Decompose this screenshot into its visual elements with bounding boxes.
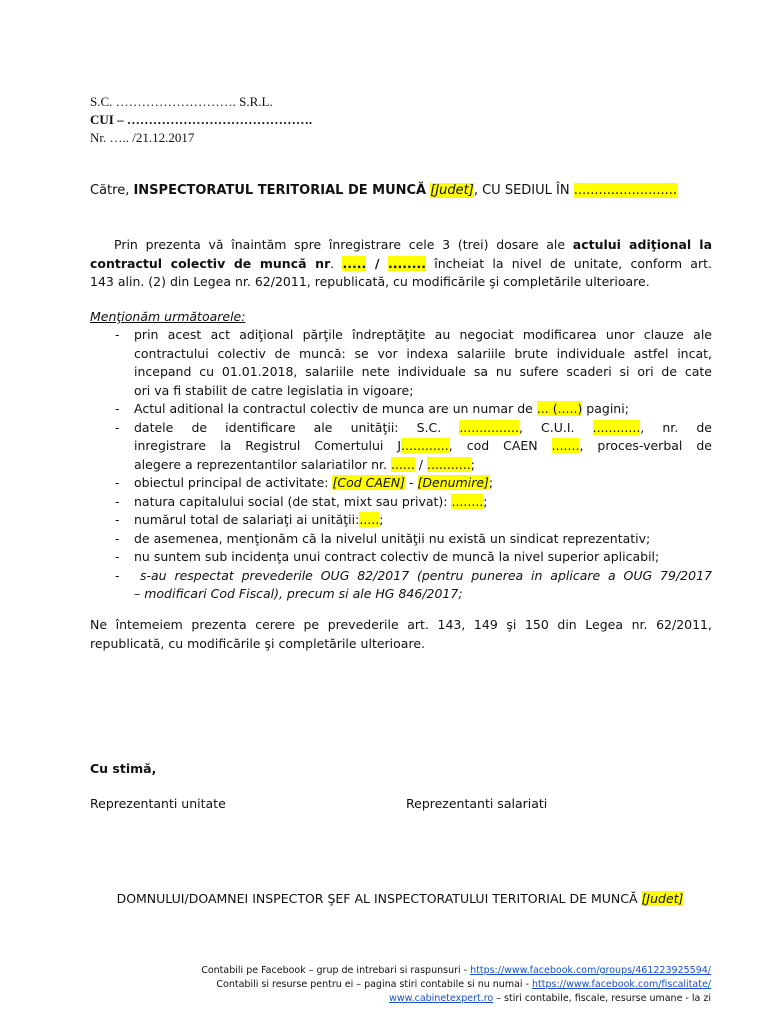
legal-basis-paragraph: Ne întemeiem prezenta cerere pe prevederile art. 143, 149 şi 150 din Legea nr. 62/2011, republicată, cu modificările şi completările ulterioare. (90, 617, 712, 651)
cui-placeholder: ............ (592, 419, 641, 435)
sc-placeholder: ............... (459, 419, 519, 435)
list-item: - Actul aditional la contractul colectiv de munca are un numar de ... (.....) pagini; (90, 400, 712, 419)
institution-name: INSPECTORATUL TERITORIAL DE MUNCĂ (133, 183, 427, 198)
dash-bullet: - (115, 549, 120, 564)
caen-placeholder: ....... (551, 438, 580, 453)
list-item: - de asemenea, menţionăm că la nivelul unităţii nu există un sindicat reprezentativ; (90, 530, 712, 549)
signature-right: Reprezentanti salariati (406, 796, 548, 811)
cod-caen-placeholder: [Cod CAEN] (332, 475, 406, 490)
registry-placeholder: ............ (401, 438, 449, 453)
dash-bullet: - (115, 530, 120, 546)
list-item: - datele de identificare ale unităţii: S.C. ..............., C.U.I. ............, nr. de inregistrare la Registrul Comertului J............, cod CAEN ......., proces-verbal de alegere a reprezentantilor salariatilor nr. ...... / ...........; (115, 419, 712, 472)
list-item: - nu suntem sub incidenţa unui contract colectiv de muncă la nivel superior aplicabil; (90, 548, 712, 567)
header-block (90, 93, 312, 147)
dash-bullet: - (115, 567, 120, 583)
dash-bullet: - (115, 475, 120, 490)
dash-bullet: - (115, 327, 120, 342)
dash-bullet: - (115, 512, 120, 527)
addressee-line: Către, INSPECTORATUL TERITORIAL DE MUNCĂ [Judet], CU SEDIUL ÎN ......................... (90, 183, 678, 198)
dash-bullet: - (115, 401, 120, 416)
minutes-date-placeholder: ........... (426, 456, 471, 472)
company-line: S.C. ………………………. S.R.L. (90, 94, 273, 109)
judet-placeholder-2: [Judet] (641, 891, 684, 906)
dash-bullet: - (115, 419, 120, 435)
intro-paragraph: Prin prezenta vă înaintăm spre înregistrare cele 3 (trei) dosare ale actului adiţional la contractul colectiv de muncă nr. ..... / ........ încheiat la nivel de unitate, conform art. 143 alin. (2) din Legea nr. 62/2011, republicată, cu modificările şi completările ulterioare. (90, 237, 713, 289)
list-item: - obiectul principal de activitate: [Cod CAEN] - [Denumire]; (90, 474, 712, 493)
cui-line: CUI – ……………………………………. (90, 112, 313, 127)
judet-placeholder: [Judet] (430, 183, 474, 198)
second-addressee: DOMNULUI/DOAMNEI INSPECTOR ŞEF AL INSPECTORATULUI TERITORIAL DE MUNCĂ [Judet] (116, 891, 684, 906)
list-item: - prin acest act adiţional părţile îndreptăţite au negociat modificarea unor clauze ale contractului colectiv de muncă: se vor indexa salariile brute individuale astfel incat, incepand cu 01.01.2018, salariile nete individuale sa nu sufere scaderi si ori de cate ori va fi stabilit de catre legislatia in vigoare; (115, 327, 712, 398)
list-item: - s-au respectat prevederile OUG 82/2017 (pentru punerea in aplicare a OUG 79/2017 – modificari Cod Fiscal), precum si ale HG 846/2017; (115, 567, 712, 601)
website-link[interactable]: www.cabinetexpert.ro (389, 993, 494, 1004)
capital-placeholder: ........ (451, 493, 484, 509)
employees-placeholder: ..... (359, 512, 380, 527)
page-footer: Contabili pe Facebook – grup de intrebari si raspunsuri - https://www.facebook.com/groups/461223925594/ Contabili si resurse pentru ei – pagina stiri contabile si nu numai - https://www.facebook.com/fiscalitate/ www.cabinetexpert.ro – stiri contabile, fiscale, resurse umane - la zi (201, 965, 711, 1004)
dash-bullet: - (115, 493, 120, 509)
pages-placeholder: ... (.....) (536, 401, 583, 416)
minutes-number-placeholder: ...... (390, 456, 415, 472)
list-item: - natura capitalului social (de stat, mixt sau privat): ........; (90, 493, 712, 512)
facebook-group-link[interactable]: https://www.facebook.com/groups/461223925594/ (470, 965, 711, 976)
mentions-heading: Menţionăm următoarele: (90, 309, 246, 324)
denumire-placeholder: [Denumire] (417, 475, 489, 490)
nr-line: Nr. ….. /21.12.2017 (90, 130, 195, 145)
closing-salutation: Cu stimă, (90, 761, 157, 776)
list-item: - numărul total de salariaţi ai unităţii:.....; (90, 511, 712, 530)
facebook-page-link[interactable]: https://www.facebook.com/fiscalitate/ (532, 979, 711, 990)
signature-left: Reprezentanti unitate (90, 796, 226, 811)
mentions-list (90, 326, 712, 604)
seat-placeholder: ......................... (573, 183, 678, 198)
act-date-placeholder: ........ (388, 255, 426, 271)
act-number-placeholder: ..... (342, 255, 367, 271)
